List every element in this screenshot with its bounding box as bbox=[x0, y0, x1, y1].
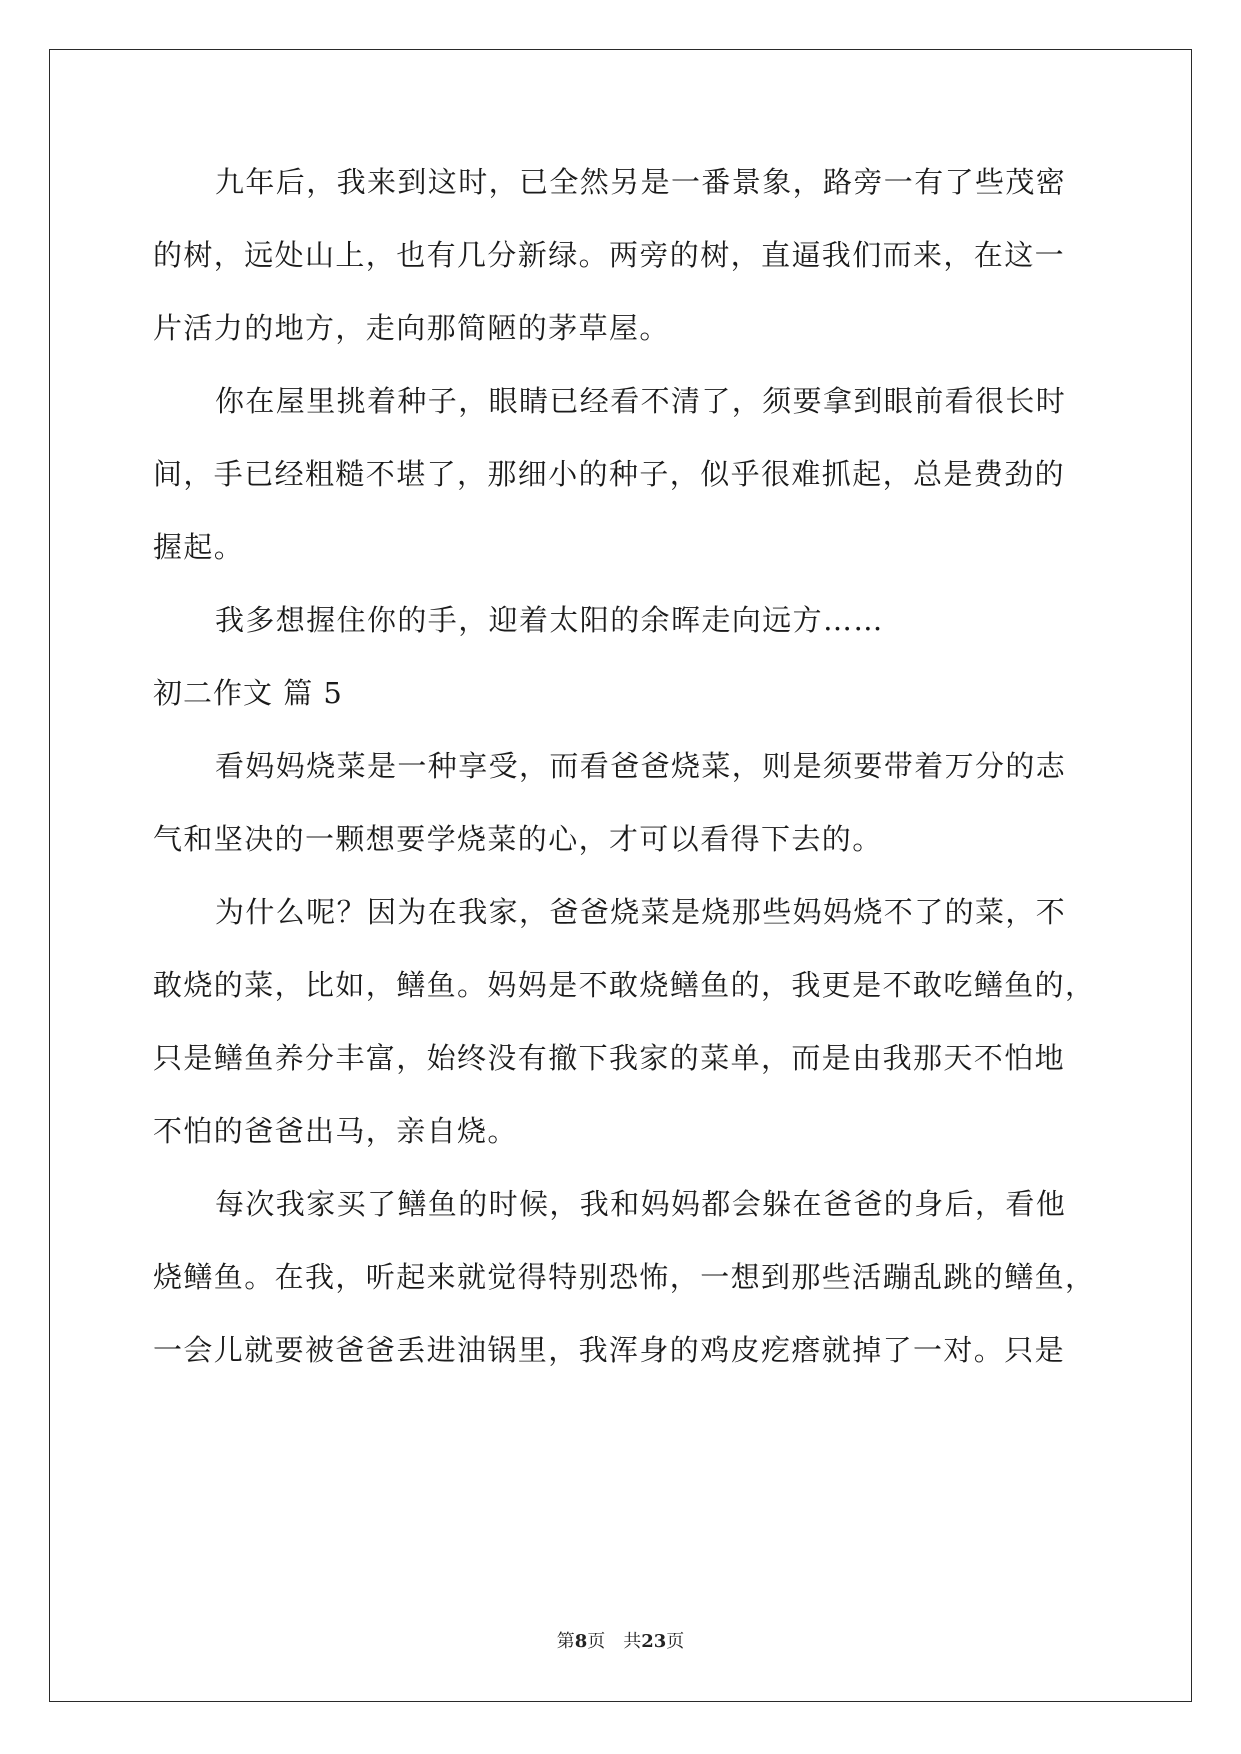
text-line: 不怕的爸爸出马，亲自烧。 bbox=[153, 1114, 518, 1148]
text-line: 的树，远处山上，也有几分新绿。两旁的树，直逼我们而来，在这一 bbox=[153, 238, 1066, 272]
text-line: 敢烧的菜，比如，鳝鱼。妈妈是不敢烧鳝鱼的，我更是不敢吃鳝鱼的， bbox=[153, 968, 1096, 1002]
text-line: 烧鳝鱼。在我，听起来就觉得特别恐怖，一想到那些活蹦乱跳的鳝鱼， bbox=[153, 1260, 1096, 1294]
text-line: 看妈妈烧菜是一种享受，而看爸爸烧菜，则是须要带着万分的志 bbox=[215, 749, 1067, 783]
text-line: 握起。 bbox=[153, 530, 245, 564]
page-footer bbox=[0, 1630, 1241, 1654]
text-line: 你在屋里挑着种子，眼睛已经看不清了，须要拿到眼前看很长时 bbox=[215, 384, 1067, 418]
text-line: 片活力的地方，走向那简陋的茅草屋。 bbox=[153, 311, 670, 345]
section-heading: 初二作文 篇 5 bbox=[153, 676, 343, 710]
footer-prefix: 第 bbox=[556, 1631, 575, 1652]
footer-page-suffix: 页 bbox=[587, 1631, 606, 1652]
text-line: 气和坚决的一颗想要学烧菜的心，才可以看得下去的。 bbox=[153, 822, 883, 856]
text-line: 只是鳝鱼养分丰富，始终没有撤下我家的菜单，而是由我那天不怕地 bbox=[153, 1041, 1066, 1075]
footer-total-prefix: 共 bbox=[623, 1631, 642, 1652]
text-line: 间，手已经粗糙不堪了，那细小的种子，似乎很难抓起，总是费劲的 bbox=[153, 457, 1066, 491]
text-line: 为什么呢？因为在我家，爸爸烧菜是烧那些妈妈烧不了的菜，不 bbox=[215, 895, 1067, 929]
text-line: 九年后，我来到这时，已全然另是一番景象，路旁一有了些茂密 bbox=[215, 165, 1067, 199]
page-number: 8 bbox=[574, 1631, 588, 1652]
page-total: 23 bbox=[641, 1631, 667, 1652]
text-line: 一会儿就要被爸爸丢进油锅里，我浑身的鸡皮疙瘩就掉了一对。只是 bbox=[153, 1333, 1066, 1367]
footer-total-suffix: 页 bbox=[666, 1631, 685, 1652]
text-line: 我多想握住你的手，迎着太阳的余晖走向远方…… bbox=[215, 603, 884, 637]
text-line: 每次我家买了鳝鱼的时候，我和妈妈都会躲在爸爸的身后，看他 bbox=[215, 1187, 1067, 1221]
page-border bbox=[49, 49, 1192, 1702]
